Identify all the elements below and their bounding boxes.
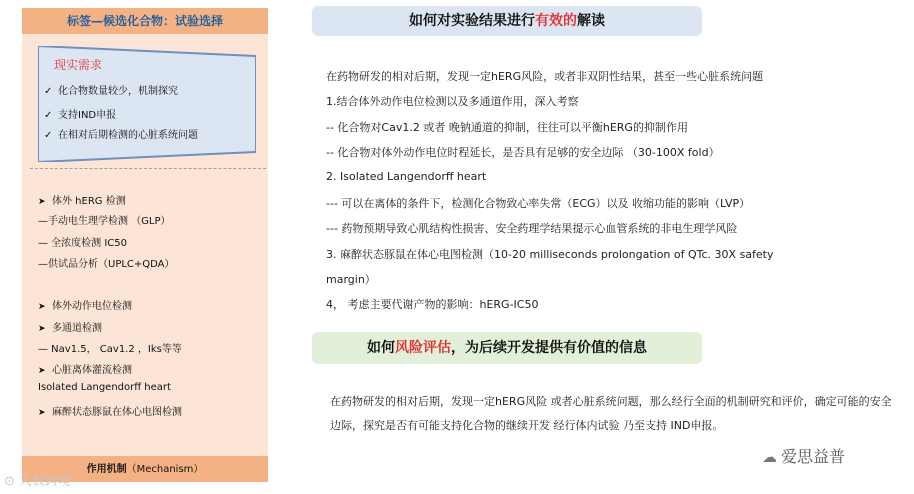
left-panel-header: 标签—候选化合物：试验选择 bbox=[22, 8, 268, 34]
left-list-item: — 全浓度检测 IC50 bbox=[38, 238, 128, 249]
watermark-left: ⊙ 大数跨境 bbox=[4, 474, 72, 489]
section1-line: --- 可以在离体的条件下，检测化合物致心率失常（ECG）以及 收缩功能的影响（LVP） bbox=[326, 197, 751, 210]
arrow-bullet-icon: ➤ bbox=[38, 197, 46, 207]
section1-line: 3. 麻醉状态豚鼠在体心电图检测（10-20 milliseconds prolongation of QTc. 30X safety bbox=[326, 248, 774, 261]
watermark-logo-icon: ⊙ bbox=[4, 474, 20, 489]
check-icon: ✓ bbox=[44, 130, 53, 141]
section1-line: 1.结合体外动作电位检测以及多通道作用，深入考察 bbox=[326, 95, 579, 108]
needs-title: 现实需求 bbox=[54, 58, 103, 72]
left-list-item: —供试品分析（UPLC+QDA） bbox=[38, 259, 175, 270]
section1-line: margin） bbox=[326, 273, 376, 286]
needs-item: ✓ 化合物数量较少，机制探究 bbox=[44, 86, 178, 97]
needs-item: ✓ 在相对后期检测的心脏系统问题 bbox=[44, 130, 198, 141]
section1-line: --- 药物预期导致心肌结构性损害、安全药理学结果提示心血管系统的非电生理学风险 bbox=[326, 222, 738, 235]
left-list-item: Isolated Langendorff heart bbox=[38, 382, 171, 393]
left-list-item: ➤ 麻醉状态豚鼠在体心电图检测 bbox=[38, 407, 182, 418]
section2-paragraph: 在药物研发的相对后期，发现一定hERG风险 或者心脏系统问题，那么经行全面的机制研究和评价，确定可能的安全边际，探究是否有可能支持化合物的继续开发 经行体内试验 乃至支持 IND申报。 bbox=[330, 395, 892, 432]
section1-line: 在药物研发的相对后期，发现一定hERG风险，或者非双阴性结果，甚至一些心脏系统问题 bbox=[326, 70, 764, 83]
left-list-item: — Nav1.5， Cav1.2 ，Iks等等 bbox=[38, 344, 182, 355]
check-icon: ✓ bbox=[44, 86, 53, 97]
section1-line: 4， 考虑主要代谢产物的影响：hERG-IC50 bbox=[326, 298, 539, 311]
mechanism-label: 作用机制（Mechanism） bbox=[86, 464, 204, 475]
arrow-bullet-icon: ➤ bbox=[38, 324, 46, 334]
section1-line: -- 化合物对体外动作电位时程延长，是否具有足够的安全边际 （30-100X fold） bbox=[326, 146, 720, 159]
divider bbox=[30, 168, 266, 169]
wechat-icon: ☁ bbox=[762, 448, 777, 466]
needs-item: ✓ 支持IND申报 bbox=[44, 110, 117, 121]
left-list-item: ➤ 体外 hERG 检测 bbox=[38, 196, 126, 207]
left-list-item: —手动电生理学检测 （GLP） bbox=[38, 216, 171, 227]
needs-box bbox=[38, 46, 256, 162]
check-icon: ✓ bbox=[44, 110, 53, 121]
arrow-bullet-icon: ➤ bbox=[38, 408, 46, 418]
watermark-right: ☁ 爱思益普 bbox=[762, 447, 846, 466]
left-list-item: ➤ 心脏离体灌流检测 bbox=[38, 365, 132, 376]
section1-title: 如何对实验结果进行有效的解读 bbox=[312, 6, 702, 36]
section2-title: 如何风险评估，为后续开发提供有价值的信息 bbox=[312, 332, 702, 364]
left-list-item: ➤ 多通道检测 bbox=[38, 323, 102, 334]
arrow-bullet-icon: ➤ bbox=[38, 366, 46, 376]
section1-line: 2. Isolated Langendorff heart bbox=[326, 170, 487, 183]
arrow-bullet-icon: ➤ bbox=[38, 302, 46, 312]
left-list-item: ➤ 体外动作电位检测 bbox=[38, 301, 132, 312]
section1-line: -- 化合物对Cav1.2 或者 晚钠通道的抑制，往往可以平衡hERG的抑制作用 bbox=[326, 121, 688, 134]
